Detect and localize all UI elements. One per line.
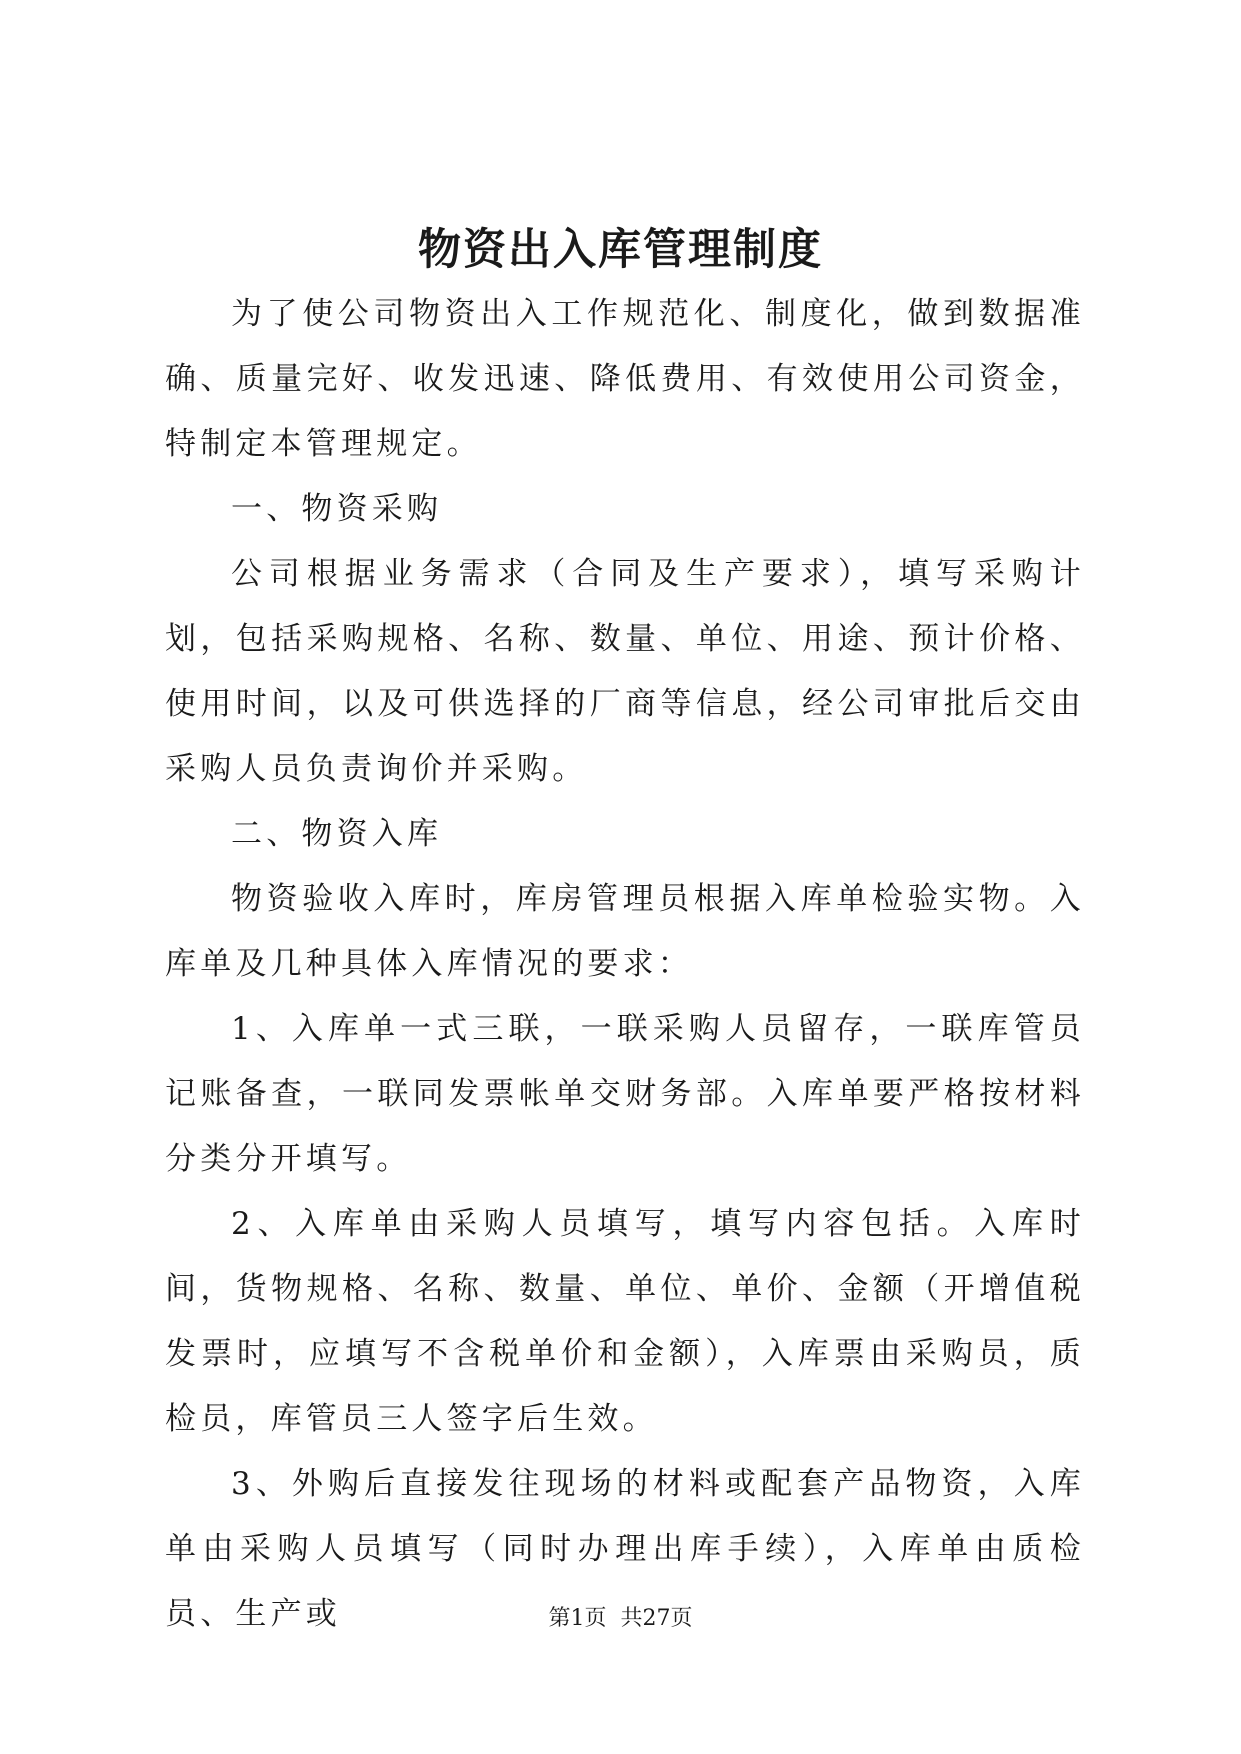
paragraph-rule-3: 3、外购后直接发往现场的材料或配套产品物资，入库单由采购人员填写（同时办理出库手续），入库单由质检员、生产或 bbox=[165, 1466, 1085, 1632]
document-title: 物资出入库管理制度 bbox=[418, 225, 823, 275]
paragraph-intro: 为了使公司物资出入工作规范化、制度化，做到数据准确、质量完好、收发迅速、降低费用、有效使用公司资金，特制定本管理规定。 bbox=[165, 296, 1085, 462]
page-number: 第1页 bbox=[548, 1606, 607, 1631]
paragraph-warehousing: 物资验收入库时，库房管理员根据入库单检验实物。入库单及几种具体入库情况的要求： bbox=[165, 881, 1085, 982]
paragraph-procurement: 公司根据业务需求（合同及生产要求），填写采购计划，包括采购规格、名称、数量、单位、用途、预计价格、使用时间，以及可供选择的厂商等信息，经公司审批后交由采购人员负责询价并采购。 bbox=[165, 556, 1085, 787]
document-body bbox=[165, 282, 1085, 1647]
paragraph-rule-1: 1、入库单一式三联，一联采购人员留存，一联库管员记账备查，一联同发票帐单交财务部。入库单要严格按材料分类分开填写。 bbox=[165, 1011, 1085, 1177]
paragraph-rule-2: 2、入库单由采购人员填写，填写内容包括。入库时间，货物规格、名称、数量、单位、单价、金额（开增值税发票时，应填写不含税单价和金额），入库票由采购员，质检员，库管员三人签字后生效。 bbox=[165, 1206, 1085, 1437]
page-footer bbox=[0, 1604, 1241, 1634]
section-heading-warehousing: 二、物资入库 bbox=[231, 816, 443, 852]
page-total: 共27页 bbox=[620, 1606, 693, 1631]
section-heading-procurement: 一、物资采购 bbox=[231, 491, 443, 527]
